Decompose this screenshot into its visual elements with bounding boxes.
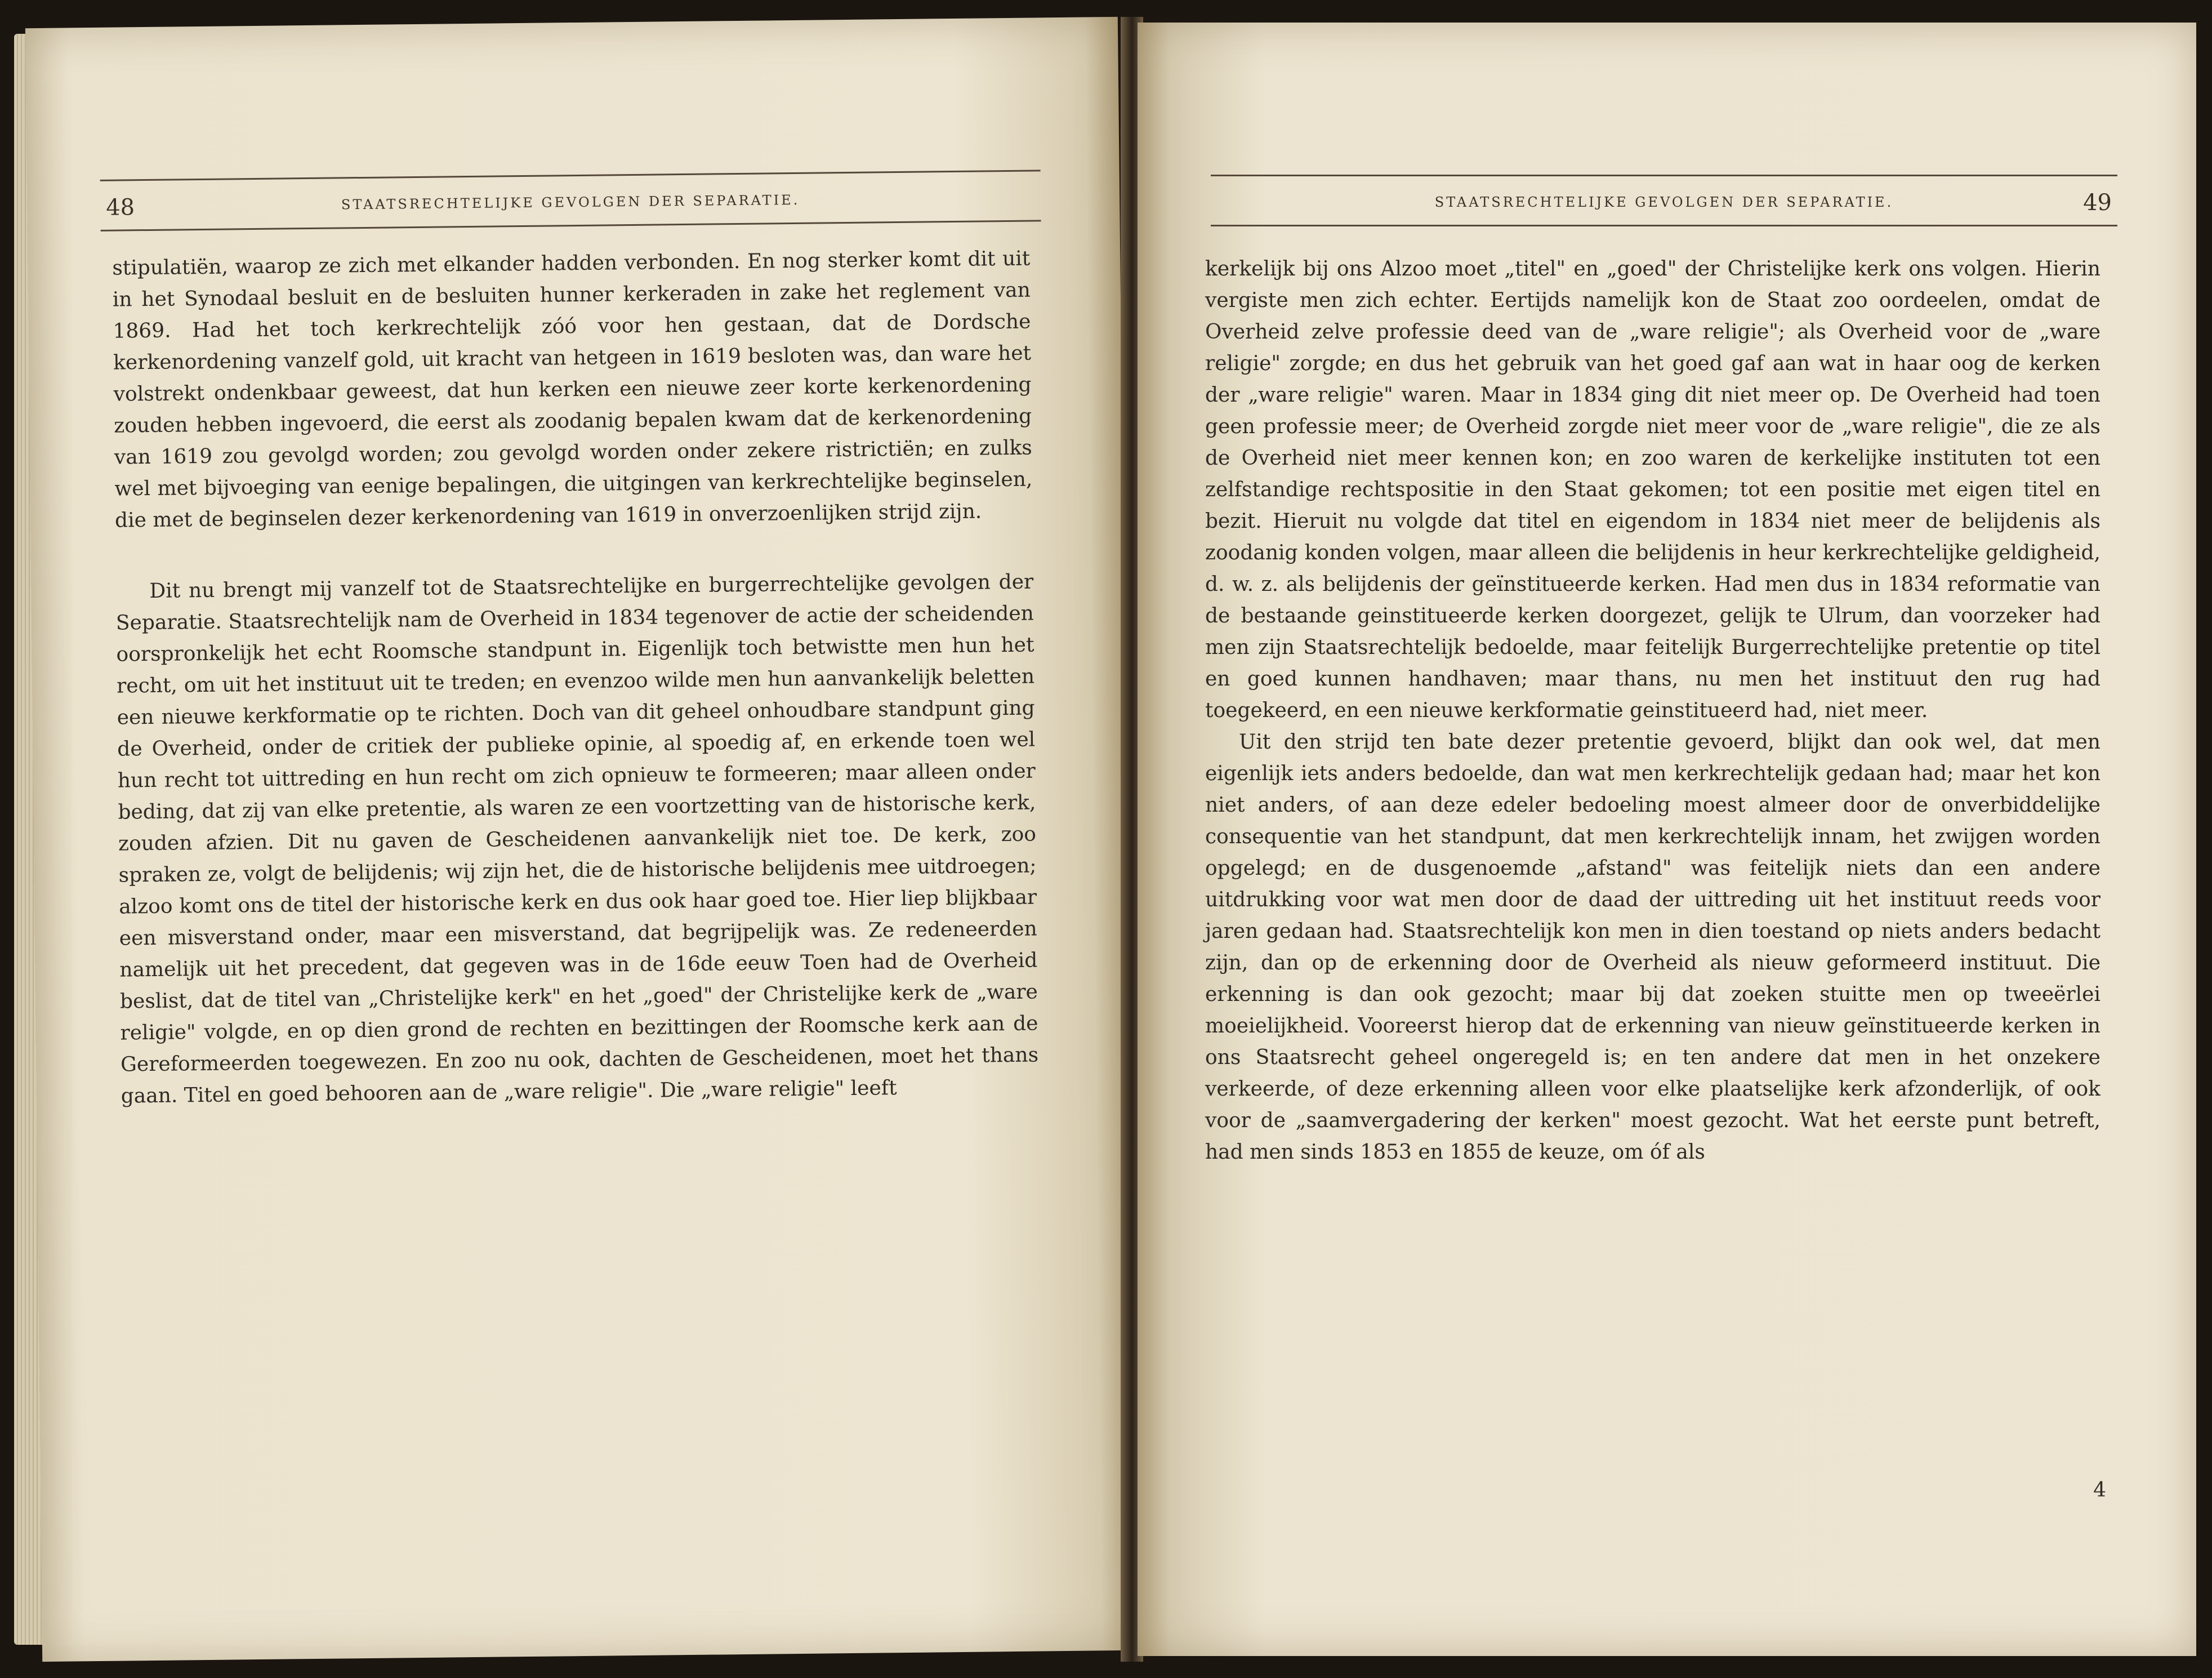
left-page-body bbox=[112, 243, 1039, 1112]
right-paragraph-2: Uit den strijd ten bate dezer pretentie gevoerd, blijkt dan ook wel, dat men eigenlijk iets anders bedoelde, dan wat men kerkrechtelijk gedaan had; maar het kon niet anders, of aan deze edeler bedoeling moest almeer door de onverbiddelijke consequentie van het standpunt, dat men kerkrechtelijk innam, het zwijgen worden opgelegd; en de dusgenoemde „afstand" was feitelijk niets dan een andere uitdrukking voor wat men door de daad der uittreding uit het instituut reeds voor jaren gedaan had. Staatsrechtelijk kon men in dien toestand op niets anders bedacht zijn, dan op de erkenning door de Overheid als nieuw geformeerd instituut. Die erkenning is dan ook gezocht; maar bij dat zoeken stuitte men op tweeërlei moeielijkheid. Vooreerst hierop dat de erkenning van nieuw geïnstitueerde kerken in ons Staatsrecht geheel ongeregeld is; en ten andere dat men in het onzekere verkeerde, of deze erkenning alleen voor elke plaatselijke kerk afzonderlijk, of ook voor de „saamvergadering der kerken" moest gezocht. Wat het eerste punt betreft, had men sinds 1853 en 1855 de keuze, om óf als bbox=[1205, 731, 2100, 1164]
left-page-number: 48 bbox=[105, 194, 135, 221]
signature-mark: 4 bbox=[2093, 1479, 2106, 1502]
right-page-number: 49 bbox=[2083, 190, 2112, 216]
left-paragraph-1: stipulatiën, waarop ze zich met elkander hadden verbonden. En nog sterker komt dit uit in het Synodaal besluit en de besluiten hunner kerkeraden in zake het reglement van 1869. Had het toch kerkrechtelijk zóó voor hen gestaan, dat de Dordsche kerkenordening vanzelf gold, uit kracht van hetgeen in 1619 besloten was, dan ware het volstrekt ondenkbaar geweest, dat hun kerken een nieuwe zeer korte kerkenordening zouden hebben ingevoerd, die eerst als zoodanig bepalen kwam dat de kerkenordening van 1619 zou gevolgd worden; zou gevolgd worden onder zekere ristrictiën; en zulks wel met bijvoeging van eenige bepalingen, die uitgingen van kerkrechtelijke beginselen, die met de beginselen dezer kerkenordening van 1619 in onverzoenlijken strijd zijn. bbox=[112, 247, 1033, 532]
right-page-header bbox=[1211, 175, 2117, 226]
right-running-title: STAATSRECHTELIJKE GEVOLGEN DER SEPARATIE. bbox=[1434, 194, 1894, 210]
right-page-body bbox=[1205, 253, 2100, 1168]
right-page bbox=[1138, 23, 2196, 1656]
right-paragraph-1: kerkelijk bij ons Alzoo moet „titel" en „goed" der Christelijke kerk ons volgen. Hierin vergiste men zich echter. Eertijds namelijk kon de Staat zoo oordeelen, omdat de Overheid zelve professie deed van de „ware religie"; als Overheid voor de „ware religie" zorgde; en dus het gebruik van het goed gaf aan wat in haar oog de kerken der „ware religie" waren. Maar in 1834 ging dit niet meer op. De Overheid had toen geen professie meer; de Overheid zorgde niet meer voor de „ware religie", die ze als de Overheid niet meer kennen kon; en zoo waren de kerkelijke instituten tot een zelfstandige rechtspositie in den Staat gekomen; tot een positie met eigen titel en bezit. Hieruit nu volgde dat titel en eigendom in 1834 niet meer de belijdenis als zoodanig konden volgen, maar alleen die belijdenis in heur kerkrechtelijke geldigheid, d. w. z. als belijdenis der geïnstitueerde kerken. Had men dus in 1834 reformatie van de bestaande geinstitueerde kerken doorgezet, gelijk te Ulrum, dan voorzeker had men zijn Staatsrechtelijk bedoelde, maar feitelijk Burgerrechtelijke pretentie op titel en goed kunnen handhaven; maar thans, nu men het instituut den rug had toegekeerd, en een nieuwe kerkformatie geinstitueerd had, niet meer. bbox=[1205, 257, 2100, 722]
left-running-title: STAATSRECHTELIJKE GEVOLGEN DER SEPARATIE. bbox=[341, 192, 800, 213]
left-paragraph-2: Dit nu brengt mij vanzelf tot de Staatsrechtelijke en burgerrechtelijke gevolgen der Separatie. Staatsrechtelijk nam de Overheid in 1834 tegenover de actie der scheidenden oorspronkelijk het echt Roomsche standpunt in. Eigenlijk toch betwistte men hun het recht, om uit het instituut uit te treden; en evenzoo wilde men hun aanvankelijk beletten een nieuwe kerkformatie op te richten. Doch van dit geheel onhoudbare standpunt ging de Overheid, onder de critiek der publieke opinie, al spoedig af, en erkende toen wel hun recht tot uittreding en hun recht om zich opnieuw te formeeren; maar alleen onder beding, dat zij van elke pretentie, als waren ze een voortzetting van de historische kerk, zouden afzien. Dit nu gaven de Gescheidenen aanvankelijk niet toe. De kerk, zoo spraken ze, volgt de belijdenis; wij zijn het, die de historische belijdenis mee uitdroegen; alzoo komt ons de titel der historische kerk en dus ook haar goed toe. Hier liep blijkbaar een misverstand onder, maar een misverstand, dat begrijpelijk was. Ze redeneerden namelijk uit het precedent, dat gegeven was in de 16de eeuw Toen had de Overheid beslist, dat de titel van „Christelijke kerk" en het „goed" der Christelijke kerk de „ware religie" volgde, en op dien grond de rechten en bezittingen der Roomsche kerk aan de Gereformeerden toegewezen. En zoo nu ook, dachten de Gescheidenen, moet het thans gaan. Titel en goed behooren aan de „ware religie". Die „ware religie" leeft bbox=[115, 570, 1039, 1108]
left-page bbox=[25, 17, 1135, 1662]
left-page-header bbox=[100, 170, 1041, 231]
